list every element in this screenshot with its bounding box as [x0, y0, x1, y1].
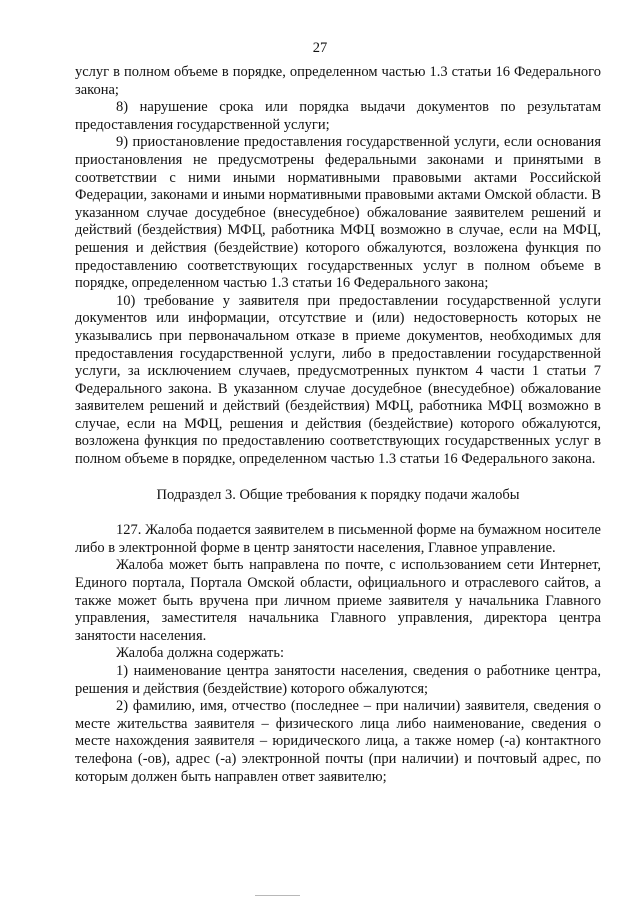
paragraph-submission-methods: Жалоба может быть направлена по почте, с использованием сети Интернет, Единого портала, Портала Омской области, официального и отраслевого сайтов, а также может быть вручена при личном приеме заявителя у начальника Главного управления, заместителя начальника Главного управления, директора центра занятости населения.: [75, 557, 601, 644]
list-item-10: 10) требование у заявителя при предоставлении государственной услуги документов или информации, отсутствие и (или) недостоверность которых не указывались при первоначальном отказе в приеме документов, необходимых для предоставления государственной услуги, либо в предоставлении государственной услуги, за исключением случаев, предусмотренных пунктом 4 части 1 статьи 7 Федерального закона. В указанном случае досудебное (внесудебное) обжалование заявителем решений и действий (бездействия) МФЦ, работника МФЦ возможно в случае, если на МФЦ, решения и действия (бездействие) которого обжалуются, возложена функция по предоставлению соответствующих государственных услуг в полном объеме в порядке, определенном частью 1.3 статьи 16 Федерального закона.: [75, 292, 601, 468]
paragraph-complaint-contents: Жалоба должна содержать:: [116, 645, 285, 662]
paragraph-127: 127. Жалоба подается заявителем в письменной форме на бумажном носителе либо в электронной форме в центр занятости населения, Главное управление.: [75, 522, 601, 556]
list-item-9: 9) приостановление предоставления государственной услуги, если основания приостановления не предусмотрены федеральными законами и принятыми в соответствии с ними иными нормативными правовыми актами Российской Федерации, законами и иными нормативными правовыми актами Омской области. В указанном случае досудебное (внесудебное) обжалование заявителем решений и действий (бездействия) МФЦ, работника МФЦ возможно в случае, если на МФЦ, решения и действия (бездействие) которого обжалуются, возложена функция по предоставлению соответствующих государственных услуг в полном объеме в порядке, определенном частью 1.3 статьи 16 Федерального закона;: [75, 134, 601, 292]
list-item-8: 8) нарушение срока или порядка выдачи документов по результатам предоставления государственной услуги;: [75, 99, 601, 133]
requirement-item-2: 2) фамилию, имя, отчество (последнее – при наличии) заявителя, сведения о месте жительства заявителя – физического лица либо наименование, сведения о месте нахождения заявителя – юридического лица, а также номер (-а) контактного телефона (-ов), адрес (-а) электронной почты (при наличии) и почтовый адрес, по которым должен быть направлен ответ заявителю;: [75, 698, 601, 785]
page-number: 27: [312, 40, 328, 56]
footer-rule: [255, 895, 300, 896]
paragraph-continuation: услуг в полном объеме в порядке, определенном частью 1.3 статьи 16 Федерального закона;: [75, 64, 601, 98]
section-heading: Подраздел 3. Общие требования к порядку подачи жалобы: [156, 486, 520, 503]
document-body: [75, 64, 601, 786]
requirement-item-1: 1) наименование центра занятости населения, сведения о работнике центра, решения и действия (бездействие) которого обжалуются;: [75, 663, 601, 697]
